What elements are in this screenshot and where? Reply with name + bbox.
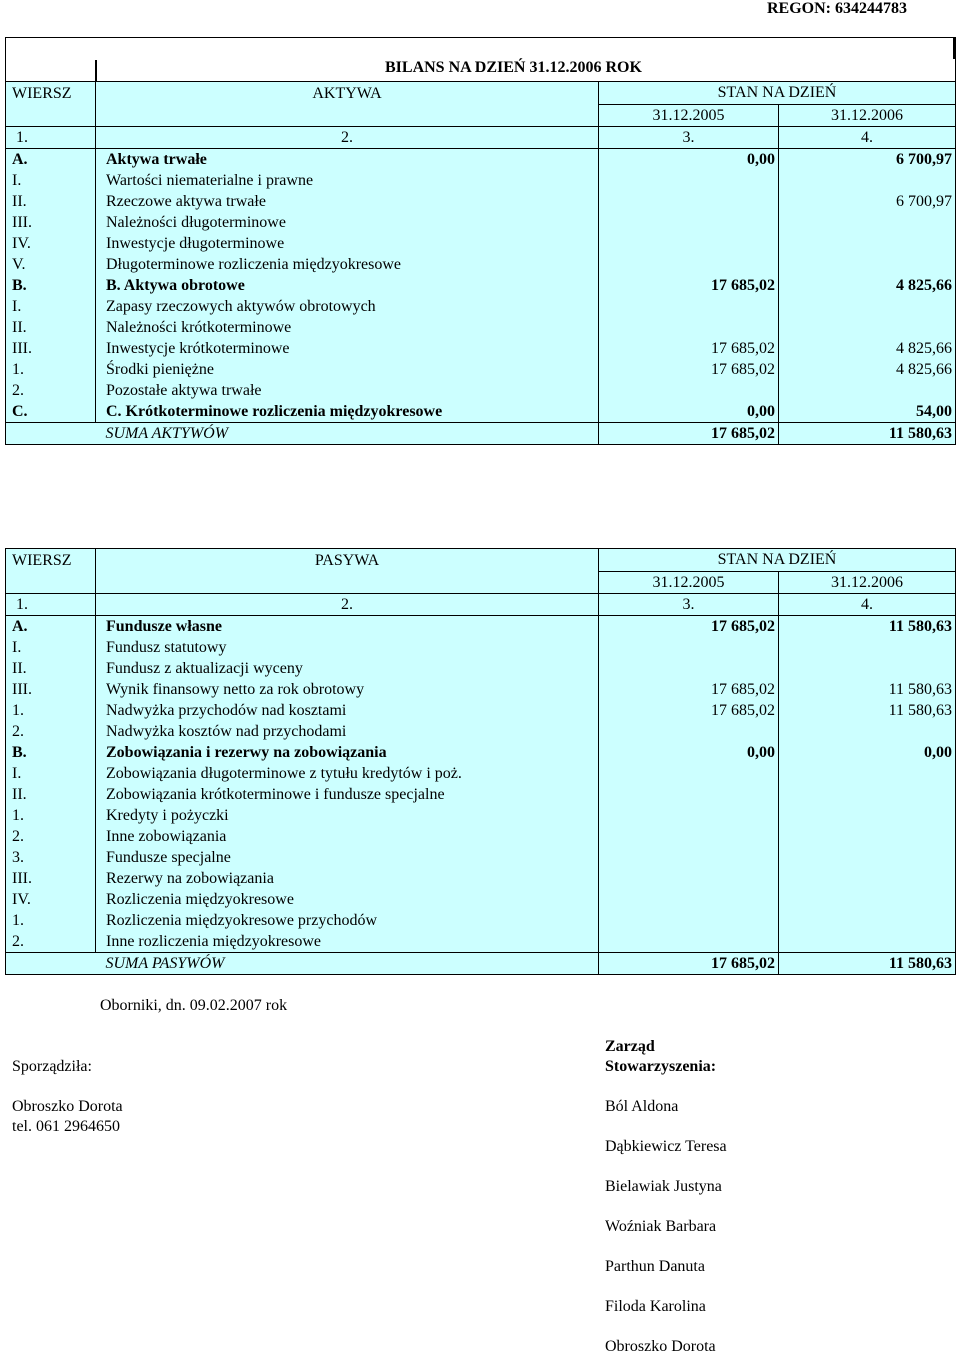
value-2006 — [779, 847, 956, 868]
value-2005 — [599, 805, 779, 826]
board-member-name: Filoda Karolina — [605, 1298, 706, 1315]
row-label: B. Aktywa obrotowe — [96, 275, 599, 296]
board-member-name: Obroszko Dorota — [605, 1338, 716, 1355]
pasywa-row — [6, 805, 956, 826]
pasywa-row — [6, 658, 956, 679]
row-label: Zobowiązania i rezerwy na zobowiązania — [96, 742, 599, 763]
row-number: I. — [6, 637, 96, 658]
row-label: Fundusze specjalne — [96, 847, 599, 868]
liabilities-table — [5, 548, 956, 975]
place-date: Oborniki, dn. 09.02.2007 rok — [100, 997, 288, 1014]
row-label: Rzeczowe aktywa trwałe — [96, 191, 599, 212]
pasywa-row — [6, 847, 956, 868]
pasywa-row — [6, 931, 956, 953]
row-label: Fundusz statutowy — [96, 637, 599, 658]
value-2005: 0,00 — [599, 148, 779, 170]
value-2005: 17 685,02 — [599, 700, 779, 721]
row-number: B. — [6, 275, 96, 296]
date-2005: 31.12.2005 — [599, 571, 779, 593]
value-2006: 11 580,63 — [779, 700, 956, 721]
pasywa-row — [6, 763, 956, 784]
pasywa-row — [6, 615, 956, 637]
value-2006: 4 825,66 — [779, 359, 956, 380]
value-2005 — [599, 784, 779, 805]
value-2006 — [779, 826, 956, 847]
liabilities-dates-row — [6, 571, 956, 593]
assets-colnum-row — [6, 126, 956, 148]
row-label: Aktywa trwałe — [96, 148, 599, 170]
value-2005 — [599, 763, 779, 784]
row-number: III. — [6, 338, 96, 359]
sum-blank — [6, 952, 96, 974]
row-label: Fundusz z aktualizacji wyceny — [96, 658, 599, 679]
value-2005 — [599, 170, 779, 191]
sum-value-2005: 17 685,02 — [599, 422, 779, 444]
value-2006 — [779, 212, 956, 233]
value-2006: 6 700,97 — [779, 148, 956, 170]
row-label: Zobowiązania krótkoterminowe i fundusze specjalne — [96, 784, 599, 805]
aktywa-row — [6, 254, 956, 275]
pasywa-row — [6, 826, 956, 847]
pasywa-row — [6, 700, 956, 721]
pasywa-row — [6, 679, 956, 700]
aktywa-row — [6, 338, 956, 359]
assets-table — [5, 81, 956, 445]
pasywa-row — [6, 742, 956, 763]
liabilities-header-row — [6, 549, 956, 572]
value-2006: 0,00 — [779, 742, 956, 763]
value-2005 — [599, 889, 779, 910]
row-label: Zapasy rzeczowych aktywów obrotowych — [96, 296, 599, 317]
value-2005 — [599, 296, 779, 317]
value-2006 — [779, 296, 956, 317]
row-number: 1. — [6, 805, 96, 826]
row-number: 2. — [6, 721, 96, 742]
value-2005 — [599, 658, 779, 679]
colnum-4: 4. — [779, 126, 956, 148]
value-2006 — [779, 317, 956, 338]
date-2005: 31.12.2005 — [599, 104, 779, 126]
row-number: II. — [6, 784, 96, 805]
board-label: Zarząd — [605, 1038, 655, 1055]
regon-number: REGON: 634244783 — [767, 0, 907, 17]
row-label: Pozostałe aktywa trwałe — [96, 380, 599, 401]
pasywa-row — [6, 910, 956, 931]
row-label: Zobowiązania długoterminowe z tytułu kredytów i poż. — [96, 763, 599, 784]
value-2006 — [779, 910, 956, 931]
header-wiersz: WIERSZ — [6, 549, 96, 572]
value-2005 — [599, 317, 779, 338]
pasywa-row — [6, 889, 956, 910]
row-number: 2. — [6, 931, 96, 953]
value-2006 — [779, 763, 956, 784]
value-2006 — [779, 254, 956, 275]
value-2005 — [599, 254, 779, 275]
pasywa-sum-row — [6, 952, 956, 974]
row-label: Należności długoterminowe — [96, 212, 599, 233]
balance-title: BILANS NA DZIEŃ 31.12.2006 ROK — [385, 59, 642, 76]
colnum-3: 3. — [599, 126, 779, 148]
row-label: Nadwyżka przychodów nad kosztami — [96, 700, 599, 721]
row-number: B. — [6, 742, 96, 763]
row-label: Nadwyżka kosztów nad przychodami — [96, 721, 599, 742]
value-2006: 11 580,63 — [779, 679, 956, 700]
sum-value-2005: 17 685,02 — [599, 952, 779, 974]
value-2006 — [779, 721, 956, 742]
pasywa-row — [6, 784, 956, 805]
row-label: Fundusze własne — [96, 615, 599, 637]
colnum-2: 2. — [96, 126, 599, 148]
colnum-3: 3. — [599, 593, 779, 615]
assets-header-row — [6, 82, 956, 105]
sum-value-2006: 11 580,63 — [779, 422, 956, 444]
pasywa-row — [6, 721, 956, 742]
value-2006 — [779, 233, 956, 254]
row-number: I. — [6, 296, 96, 317]
value-2005: 0,00 — [599, 401, 779, 423]
row-label: Wartości niematerialne i prawne — [96, 170, 599, 191]
value-2006 — [779, 380, 956, 401]
aktywa-sum-row — [6, 422, 956, 444]
value-2006 — [779, 889, 956, 910]
value-2006 — [779, 658, 956, 679]
liabilities-colnum-row — [6, 593, 956, 615]
sum-label: SUMA AKTYWÓW — [96, 422, 599, 444]
colnum-1: 1. — [6, 126, 96, 148]
value-2005 — [599, 380, 779, 401]
sum-value-2006: 11 580,63 — [779, 952, 956, 974]
sum-label: SUMA PASYWÓW — [96, 952, 599, 974]
header-wiersz: WIERSZ — [6, 82, 96, 105]
row-label: Inwestycje długoterminowe — [96, 233, 599, 254]
prepared-by-name: Obroszko Dorota — [12, 1098, 123, 1115]
aktywa-row — [6, 296, 956, 317]
aktywa-row — [6, 191, 956, 212]
pasywa-row — [6, 637, 956, 658]
board-member-name: Bielawiak Justyna — [605, 1178, 722, 1195]
value-2006: 6 700,97 — [779, 191, 956, 212]
value-2006 — [779, 784, 956, 805]
frame-top-border — [5, 37, 955, 38]
value-2006 — [779, 637, 956, 658]
board-member-name: Woźniak Barbara — [605, 1218, 717, 1235]
row-label: Rezerwy na zobowiązania — [96, 868, 599, 889]
row-number: 1. — [6, 359, 96, 380]
assets-dates-row — [6, 104, 956, 126]
date-2006: 31.12.2006 — [779, 104, 956, 126]
value-2005 — [599, 212, 779, 233]
aktywa-row — [6, 170, 956, 191]
row-label: Kredyty i pożyczki — [96, 805, 599, 826]
prepared-by-phone: tel. 061 2964650 — [12, 1118, 120, 1135]
row-label: Długoterminowe rozliczenia międzyokresowe — [96, 254, 599, 275]
colnum-4: 4. — [779, 593, 956, 615]
value-2005 — [599, 847, 779, 868]
header-pasywa: PASYWA — [96, 549, 599, 572]
board-member-name: Dąbkiewicz Teresa — [605, 1138, 727, 1155]
value-2005 — [599, 931, 779, 953]
sum-blank — [6, 422, 96, 444]
aktywa-row — [6, 317, 956, 338]
row-number: I. — [6, 170, 96, 191]
value-2005 — [599, 637, 779, 658]
row-label: Rozliczenia międzyokresowe przychodów — [96, 910, 599, 931]
value-2005: 17 685,02 — [599, 679, 779, 700]
row-number: II. — [6, 658, 96, 679]
row-number: I. — [6, 763, 96, 784]
value-2006: 11 580,63 — [779, 615, 956, 637]
row-label: Należności krótkoterminowe — [96, 317, 599, 338]
frame-corner-mark — [953, 37, 955, 59]
value-2005 — [599, 868, 779, 889]
row-number: II. — [6, 191, 96, 212]
aktywa-row — [6, 233, 956, 254]
board-member-name: Ból Aldona — [605, 1098, 679, 1115]
row-label: Inne rozliczenia międzyokresowe — [96, 931, 599, 953]
row-number: A. — [6, 148, 96, 170]
colnum-1: 1. — [6, 593, 96, 615]
row-label: Inwestycje krótkoterminowe — [96, 338, 599, 359]
row-number: A. — [6, 615, 96, 637]
row-number: IV. — [6, 889, 96, 910]
header-stan: STAN NA DZIEŃ — [599, 549, 956, 572]
value-2005 — [599, 191, 779, 212]
header-aktywa: AKTYWA — [96, 82, 599, 105]
value-2005: 0,00 — [599, 742, 779, 763]
pasywa-row — [6, 868, 956, 889]
title-cell-divider — [95, 60, 97, 81]
aktywa-row — [6, 359, 956, 380]
row-number: 2. — [6, 380, 96, 401]
value-2005: 17 685,02 — [599, 615, 779, 637]
aktywa-row — [6, 401, 956, 423]
frame-left-border — [5, 37, 6, 81]
frame-right-border — [955, 37, 956, 81]
value-2006: 4 825,66 — [779, 338, 956, 359]
value-2006: 4 825,66 — [779, 275, 956, 296]
row-number: III. — [6, 868, 96, 889]
row-number: III. — [6, 679, 96, 700]
colnum-2: 2. — [96, 593, 599, 615]
aktywa-row — [6, 212, 956, 233]
value-2005 — [599, 910, 779, 931]
value-2005: 17 685,02 — [599, 359, 779, 380]
value-2006 — [779, 170, 956, 191]
board-member-name: Parthun Danuta — [605, 1258, 705, 1275]
row-number: 3. — [6, 847, 96, 868]
value-2006 — [779, 931, 956, 953]
aktywa-row — [6, 380, 956, 401]
row-label: Środki pieniężne — [96, 359, 599, 380]
value-2005 — [599, 721, 779, 742]
board-label-association: Stowarzyszenia: — [605, 1058, 717, 1075]
prepared-by-label: Sporządziła: — [12, 1058, 92, 1075]
value-2006 — [779, 868, 956, 889]
value-2005: 17 685,02 — [599, 275, 779, 296]
aktywa-row — [6, 275, 956, 296]
value-2005 — [599, 233, 779, 254]
row-number: C. — [6, 401, 96, 423]
row-number: IV. — [6, 233, 96, 254]
row-label: Rozliczenia międzyokresowe — [96, 889, 599, 910]
date-2006: 31.12.2006 — [779, 571, 956, 593]
row-number: III. — [6, 212, 96, 233]
value-2005 — [599, 826, 779, 847]
row-label: Inne zobowiązania — [96, 826, 599, 847]
value-2006 — [779, 805, 956, 826]
row-number: II. — [6, 317, 96, 338]
value-2006: 54,00 — [779, 401, 956, 423]
header-stan: STAN NA DZIEŃ — [599, 82, 956, 105]
row-number: 2. — [6, 826, 96, 847]
row-number: 1. — [6, 700, 96, 721]
aktywa-row — [6, 148, 956, 170]
row-label: Wynik finansowy netto za rok obrotowy — [96, 679, 599, 700]
row-number: V. — [6, 254, 96, 275]
value-2005: 17 685,02 — [599, 338, 779, 359]
row-number: 1. — [6, 910, 96, 931]
row-label: C. Krótkoterminowe rozliczenia międzyokresowe — [96, 401, 599, 423]
